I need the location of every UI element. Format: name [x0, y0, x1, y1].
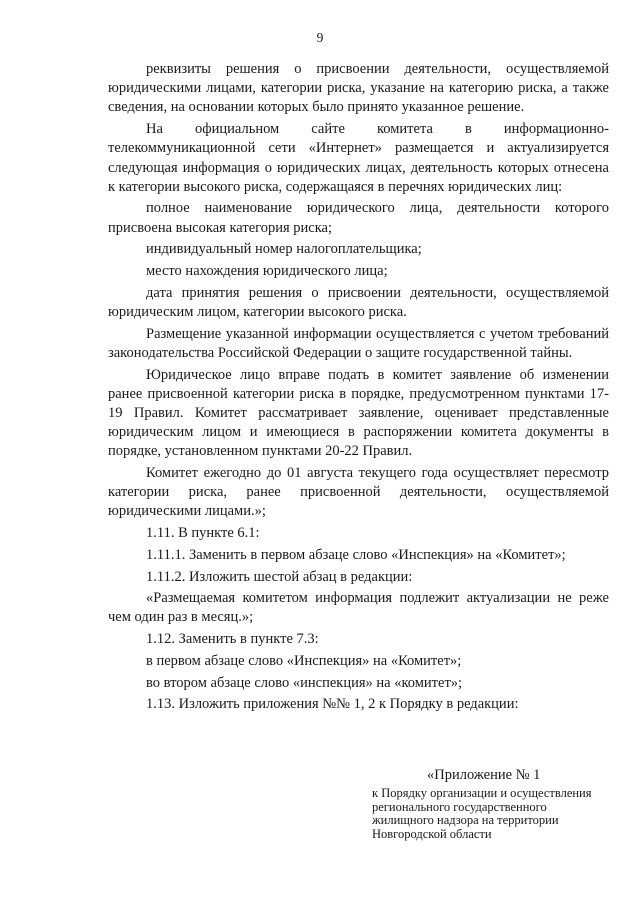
appendix-title: «Приложение № 1	[427, 767, 541, 783]
paragraph: место нахождения юридического лица;	[146, 263, 388, 280]
paragraph: 1.11.2. Изложить шестой абзац в редакции:	[146, 568, 413, 585]
paragraph: Размещение указанной информации осуществляется с учетом требований законодательства Российской Федерации о защите государственной тайны.	[108, 325, 609, 361]
paragraph: «Размещаемая комитетом информация подлежит актуализации не реже чем один раз в месяц.»;	[108, 590, 609, 626]
appendix-header	[372, 766, 612, 841]
document-body	[108, 60, 609, 715]
paragraph: 1.12. Заменить в пункте 7.3:	[146, 631, 319, 648]
paragraph: 1.13. Изложить приложения №№ 1, 2 к Порядку в редакции:	[146, 696, 519, 713]
paragraph: На официальном сайте комитета в информационно-телекоммуникационной сети «Интернет» размещается и актуализируется следующая информация о юридических лицах, деятельность которых отнесена к категории высокого риска, содержащаяся в перечнях юридических лиц:	[108, 121, 609, 195]
page-number: 9	[316, 30, 324, 45]
paragraph: полное наименование юридического лица, деятельности которого присвоена высокая категория риска;	[108, 200, 609, 236]
paragraph: в первом абзаце слово «Инспекция» на «Комитет»;	[146, 652, 462, 669]
paragraph: 1.11.1. Заменить в первом абзаце слово «Инспекция» на «Комитет»;	[146, 546, 566, 563]
appendix-note: к Порядку организации и осуществления регионального государственного жилищного надзора на территории Новгородской области	[372, 786, 592, 841]
paragraph: индивидуальный номер налогоплательщика;	[146, 241, 422, 258]
paragraph: дата принятия решения о присвоении деятельности, осуществляемой юридическим лицом, категории высокого риска.	[108, 284, 609, 320]
paragraph: реквизиты решения о присвоении деятельности, осуществляемой юридическими лицами, категории риска, указание на категорию риска, а также сведения, на основании которых было принято указанное решение.	[108, 61, 609, 116]
paragraph: во втором абзаце слово «инспекция» на «комитет»;	[146, 674, 463, 691]
paragraph: 1.11. В пункте 6.1:	[146, 525, 260, 542]
paragraph: Комитет ежегодно до 01 августа текущего года осуществляет пересмотр категории риска, ранее присвоенной деятельности, осуществляемой юридическими лицами.»;	[108, 465, 609, 520]
paragraph: Юридическое лицо вправе подать в комитет заявление об изменении ранее присвоенной категории риска в порядке, предусмотренном пунктами 17-19 Правил. Комитет рассматривает заявление, оценивает представленные юридическим лицом и имеющиеся в распоряжении комитета документы в порядке, установленном пунктами 20-22 Правил.	[108, 366, 609, 460]
